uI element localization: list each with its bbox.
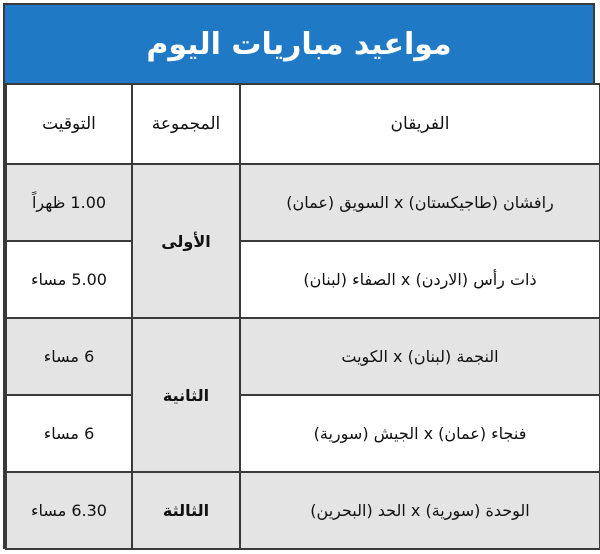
match-time: 1.00 ظهراً <box>6 164 132 241</box>
table-row <box>6 164 600 241</box>
header-group: المجموعة <box>132 84 240 164</box>
schedule-title: مواعيد مباريات اليوم <box>5 5 593 83</box>
match-time: 5.00 مساء <box>6 241 132 318</box>
table-header-row <box>6 84 600 164</box>
table-row <box>6 241 600 318</box>
match-teams: فنجاء (عمان) x الجيش (سورية) <box>240 395 600 472</box>
match-teams: النجمة (لبنان) x الكويت <box>240 318 600 395</box>
group-label: الثالثة <box>132 472 240 549</box>
match-teams: رافشان (طاجيكستان) x السويق (عمان) <box>240 164 600 241</box>
match-time: 6 مساء <box>6 318 132 395</box>
table-row <box>6 395 600 472</box>
group-label: الأولى <box>132 164 240 318</box>
match-schedule-table <box>5 83 600 550</box>
header-time: التوقيت <box>6 84 132 164</box>
match-teams: ذات رأس (الاردن) x الصفاء (لبنان) <box>240 241 600 318</box>
table-row <box>6 318 600 395</box>
match-time: 6.30 مساء <box>6 472 132 549</box>
group-label: الثانية <box>132 318 240 472</box>
match-teams: الوحدة (سورية) x الحد (البحرين) <box>240 472 600 549</box>
match-time: 6 مساء <box>6 395 132 472</box>
schedule-frame <box>3 3 595 549</box>
table-row <box>6 472 600 549</box>
header-teams: الفريقان <box>240 84 600 164</box>
